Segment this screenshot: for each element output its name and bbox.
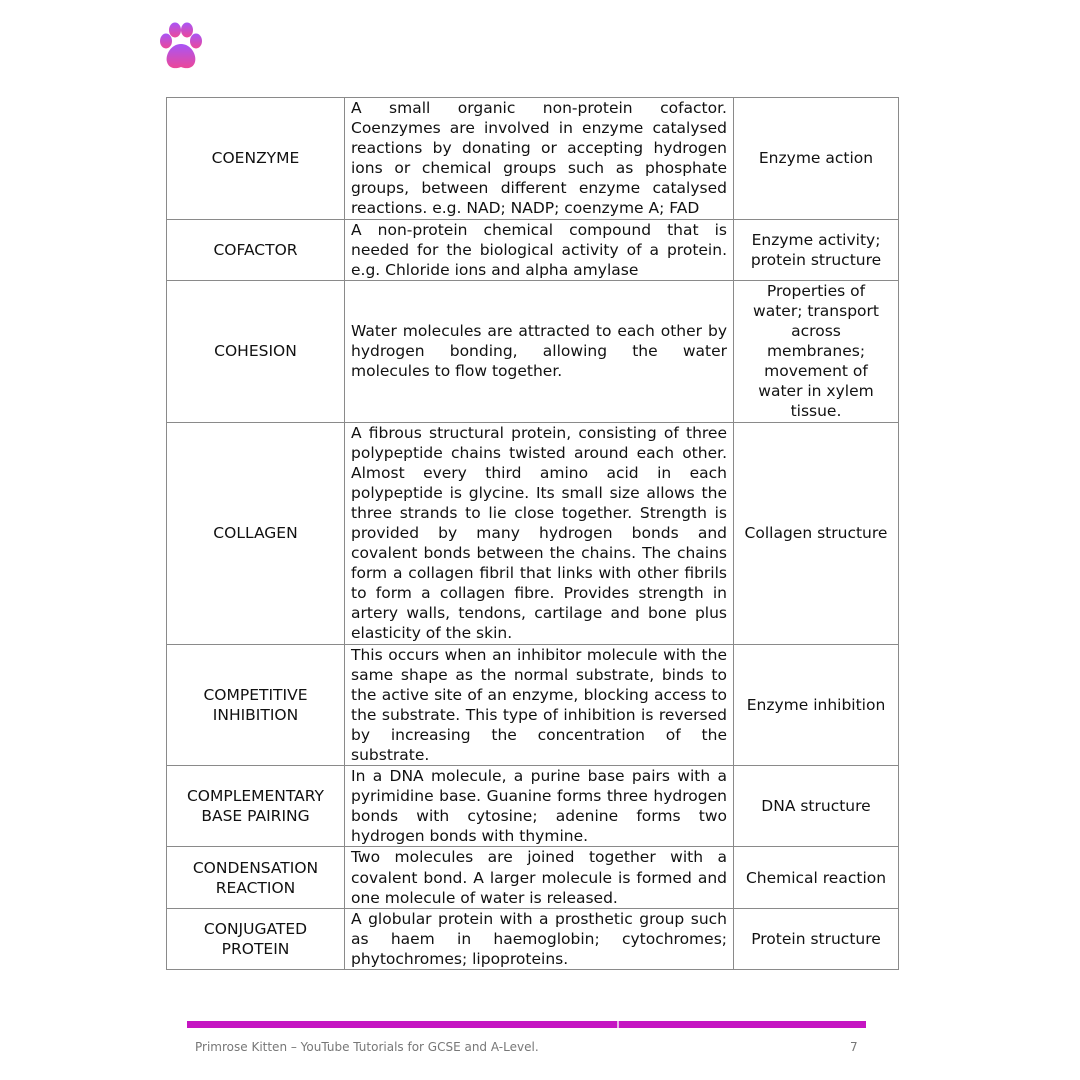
table-row — [167, 219, 899, 280]
footer-divider — [187, 1021, 866, 1028]
table-row — [167, 847, 899, 908]
definition-cell: Water molecules are attracted to each other by hydrogen bonding, allowing the water molecules to flow together. — [345, 280, 734, 422]
table-row — [167, 908, 899, 969]
paw-print-icon — [157, 22, 205, 72]
topic-cell: Enzyme action — [734, 98, 899, 220]
topic-cell: DNA structure — [734, 766, 899, 847]
footer-divider-gap — [617, 1021, 619, 1028]
table-row — [167, 280, 899, 422]
term-cell: COLLAGEN — [167, 422, 345, 644]
term-cell: COFACTOR — [167, 219, 345, 280]
topic-cell: Enzyme inhibition — [734, 644, 899, 766]
term-cell: CONJUGATED PROTEIN — [167, 908, 345, 969]
definition-cell: In a DNA molecule, a purine base pairs with a pyrimidine base. Guanine forms three hydrogen bonds with cytosine; adenine forms two hydrogen bonds with thymine. — [345, 766, 734, 847]
definition-cell: A non-protein chemical compound that is needed for the biological activity of a protein. e.g. Chloride ions and alpha amylase — [345, 219, 734, 280]
page-number: 7 — [850, 1040, 858, 1054]
topic-cell: Collagen structure — [734, 422, 899, 644]
table-row — [167, 422, 899, 644]
glossary-table — [166, 97, 899, 970]
definition-cell: A globular protein with a prosthetic group such as haem in haemoglobin; cytochromes; phytochromes; lipoproteins. — [345, 908, 734, 969]
definition-cell: A fibrous structural protein, consisting of three polypeptide chains twisted around each other. Almost every third amino acid in each polypeptide is glycine. Its small size allows the three strands to lie close together. Strength is provided by many hydrogen bonds and covalent bonds between the chains. The chains form a collagen fibril that links with other fibrils to form a collagen fibre. Provides strength in artery walls, tendons, cartilage and bone plus elasticity of the skin. — [345, 422, 734, 644]
table-row — [167, 98, 899, 220]
definition-cell: A small organic non-protein cofactor. Coenzymes are involved in enzyme catalysed reactions by donating or accepting hydrogen ions or chemical groups such as phosphate groups, between different enzyme catalysed reactions. e.g. NAD; NADP; coenzyme A; FAD — [345, 98, 734, 220]
footer-text: Primrose Kitten – YouTube Tutorials for GCSE and A-Level. — [195, 1040, 539, 1054]
term-cell: CONDENSATION REACTION — [167, 847, 345, 908]
topic-cell: Chemical reaction — [734, 847, 899, 908]
topic-cell: Protein structure — [734, 908, 899, 969]
definition-cell: This occurs when an inhibitor molecule with the same shape as the normal substrate, binds to the active site of an enzyme, blocking access to the substrate. This type of inhibition is reversed by increasing the concentration of the substrate. — [345, 644, 734, 766]
term-cell: COMPLEMENTARY BASE PAIRING — [167, 766, 345, 847]
table-row — [167, 644, 899, 766]
glossary-table-body — [167, 98, 899, 970]
table-row — [167, 766, 899, 847]
term-cell: COMPETITIVE INHIBITION — [167, 644, 345, 766]
term-cell: COHESION — [167, 280, 345, 422]
definition-cell: Two molecules are joined together with a covalent bond. A larger molecule is formed and one molecule of water is released. — [345, 847, 734, 908]
topic-cell: Properties of water; transport across membranes; movement of water in xylem tissue. — [734, 280, 899, 422]
topic-cell: Enzyme activity; protein structure — [734, 219, 899, 280]
term-cell: COENZYME — [167, 98, 345, 220]
